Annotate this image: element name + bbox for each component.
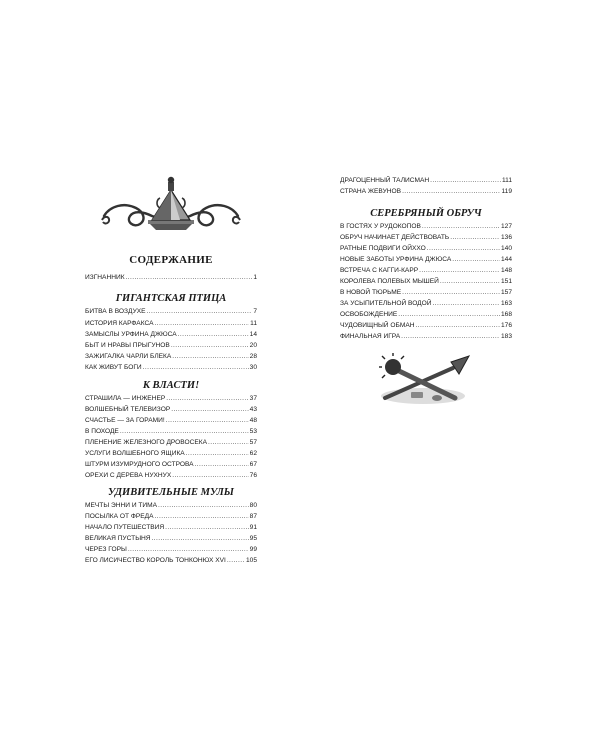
toc-entry-title: ВСТРЕЧА С КАГГИ-КАРР [340, 267, 419, 274]
toc-entry-page: 95 [249, 535, 257, 542]
toc-entry-title: ЧУДОВИЩНЫЙ ОБМАН [340, 322, 415, 329]
crown-gem-ornament-icon [100, 176, 242, 238]
leader-dots [402, 288, 500, 298]
leader-dots [171, 341, 249, 351]
leader-dots [172, 352, 248, 362]
toc-entry-title: ИСТОРИЯ КАРФАКСА [85, 320, 154, 327]
leader-dots [430, 176, 501, 186]
leader-dots [165, 523, 249, 533]
leader-dots [422, 222, 500, 232]
toc-entry [340, 310, 512, 320]
toc-entry-title: КАК ЖИВУТ БОГИ [85, 364, 142, 371]
leader-dots [427, 244, 500, 254]
toc-entry-page: 7 [253, 308, 257, 315]
toc-entry-title: СТРАНА ЖЕВУНОВ [340, 188, 402, 195]
toc-entry [85, 352, 257, 362]
toc-entry-title: КОРОЛЕВА ПОЛЕВЫХ МЫШЕЙ [340, 278, 439, 285]
toc-entry-page: 62 [249, 450, 257, 457]
leader-dots [171, 405, 248, 415]
toc-entry-title: ОБРУЧ НАЧИНАЕТ ДЕЙСТВОВАТЬ [340, 234, 450, 241]
toc-entry-page: 183 [500, 333, 512, 340]
leader-dots [178, 330, 249, 340]
leader-dots [440, 277, 500, 287]
toc-entry-title: НАЧАЛО ПУТЕШЕСТВИЯ [85, 524, 165, 531]
toc-entry [85, 523, 257, 533]
toc-entry [85, 471, 257, 481]
toc-entry-page: 144 [500, 256, 512, 263]
toc-entry-title: ОСВОБОЖДЕНИЕ [340, 311, 398, 318]
crossed-weapons-ornament-icon [371, 352, 475, 408]
toc-entry-page: 30 [249, 364, 257, 371]
toc-entry-page: 140 [500, 245, 512, 252]
toc-entry [340, 255, 512, 265]
leader-dots [128, 545, 249, 555]
toc-entry-page: 105 [245, 557, 257, 564]
toc-entry [85, 341, 257, 351]
toc-entry-title: В ГОСТЯХ У РУДОКОПОВ [340, 223, 421, 230]
toc-entry [340, 266, 512, 276]
leader-dots [147, 307, 253, 317]
toc-entry-title: ВЕЛИКАЯ ПУСТЫНЯ [85, 535, 151, 542]
toc-entry-page: 136 [500, 234, 512, 241]
section-title: К ВЛАСТИ! [142, 380, 200, 391]
toc-entry [85, 501, 257, 511]
toc-entry-page: 148 [500, 267, 512, 274]
leader-dots [143, 363, 249, 373]
toc-entry-page: 91 [249, 524, 257, 531]
section-title: СЕРЕБРЯНЫЙ ОБРУЧ [370, 208, 482, 219]
toc-entry-page: 57 [249, 439, 257, 446]
leader-dots [172, 471, 248, 481]
toc-entry [85, 512, 257, 522]
leader-dots [419, 266, 500, 276]
toc-entry [340, 244, 512, 254]
toc-entry-page: 53 [249, 428, 257, 435]
toc-entry-title: УСЛУГИ ВОЛШЕБНОГО ЯЩИКА [85, 450, 185, 457]
toc-entry-page: 176 [500, 322, 512, 329]
toc-entry [85, 394, 257, 404]
toc-entry-page: 119 [501, 188, 512, 195]
toc-entry [340, 299, 512, 309]
toc-entry-page: 43 [249, 406, 257, 413]
leader-dots [154, 319, 249, 329]
leader-dots [166, 416, 249, 426]
toc-entry [85, 545, 257, 555]
toc-entry [340, 233, 512, 243]
leader-dots [158, 501, 249, 511]
toc-entry-title: ЗАМЫСЛЫ УРФИНА ДЖЮСА [85, 331, 177, 338]
toc-entry [85, 460, 257, 470]
toc-entry-title: В НОВОЙ ТЮРЬМЕ [340, 289, 402, 296]
toc-entry-page: 28 [249, 353, 257, 360]
leader-dots [152, 534, 249, 544]
toc-entry-title: ДРАГОЦЕННЫЙ ТАЛИСМАН [340, 177, 430, 184]
toc-entry-page: 37 [249, 395, 257, 402]
toc-entry-title: ПЛЕНЕНИЕ ЖЕЛЕЗНОГО ДРОВОСЕКА [85, 439, 208, 446]
toc-entry-title: ФИНАЛЬНАЯ ИГРА [340, 333, 401, 340]
leader-dots [166, 394, 248, 404]
page-title: СОДЕРЖАНИЕ [129, 254, 213, 266]
toc-entry [85, 556, 257, 566]
toc-entry-title: ЕГО ЛИСИЧЕСТВО КОРОЛЬ ТОНКОНЮХ XVI [85, 557, 226, 564]
toc-entry-title: ЗА УСЫПИТЕЛЬНОЙ ВОДОЙ [340, 300, 432, 307]
toc-entry-page: 80 [249, 502, 257, 509]
toc-entry [85, 273, 257, 283]
toc-entry [85, 330, 257, 340]
toc-entry-page: 11 [250, 320, 257, 327]
toc-entry [85, 405, 257, 415]
leader-dots [155, 512, 249, 522]
toc-entry [85, 449, 257, 459]
leader-dots [452, 255, 500, 265]
toc-entry [85, 438, 257, 448]
toc-entry [85, 427, 257, 437]
toc-entry-title: ИЗГНАННИК [85, 274, 125, 281]
leader-dots [186, 449, 249, 459]
toc-entry-page: 163 [500, 300, 512, 307]
toc-entry-title: РАТНЫЕ ПОДВИГИ ОЙХХО [340, 245, 426, 252]
leader-dots [227, 556, 245, 566]
toc-entry [340, 222, 512, 232]
toc-entry-page: 67 [249, 461, 257, 468]
toc-entry [85, 307, 257, 317]
leader-dots [450, 233, 500, 243]
toc-entry-page: 168 [500, 311, 512, 318]
leader-dots [415, 321, 500, 331]
leader-dots [208, 438, 249, 448]
toc-entry-title: НОВЫЕ ЗАБОТЫ УРФИНА ДЖЮСА [340, 256, 452, 263]
toc-entry-page: 14 [249, 331, 257, 338]
leader-dots [402, 187, 500, 197]
toc-entry-title: МЕЧТЫ ЭННИ И ТИМА [85, 502, 158, 509]
toc-entry [340, 321, 512, 331]
toc-entry [340, 187, 512, 197]
toc-entry-title: ЗАЖИГАЛКА ЧАРЛИ БЛЕКА [85, 353, 172, 360]
toc-entry-title: ОРЕХИ С ДЕРЕВА НУХНУХ [85, 472, 172, 479]
toc-entry-page: 1 [253, 274, 257, 281]
toc-entry-page: 20 [249, 342, 257, 349]
toc-entry-page: 76 [249, 472, 257, 479]
toc-entry [85, 534, 257, 544]
toc-entry [340, 288, 512, 298]
toc-entry [340, 332, 512, 342]
leader-dots [195, 460, 249, 470]
toc-entry-page: 151 [500, 278, 512, 285]
toc-entry-title: СТРАШИЛА — ИНЖЕНЕР [85, 395, 166, 402]
toc-entry [85, 416, 257, 426]
toc-entry [85, 319, 257, 329]
leader-dots [120, 427, 249, 437]
toc-entry-page: 127 [500, 223, 512, 230]
toc-entry-title: БЫТ И НРАВЫ ПРЫГУНОВ [85, 342, 170, 349]
toc-entry-title: ПОСЫЛКА ОТ ФРЕДА [85, 513, 154, 520]
toc-entry-title: СЧАСТЬЕ — ЗА ГОРАМИ! [85, 417, 165, 424]
toc-entry-title: ШТУРМ ИЗУМРУДНОГО ОСТРОВА [85, 461, 194, 468]
toc-entry-title: БИТВА В ВОЗДУХЕ [85, 308, 146, 315]
section-title: УДИВИТЕЛЬНЫЕ МУЛЫ [108, 487, 234, 498]
leader-dots [433, 299, 500, 309]
toc-entry-page: 87 [249, 513, 257, 520]
toc-entry-page: 99 [249, 546, 257, 553]
toc-entry-title: ВОЛШЕБНЫЙ ТЕЛЕВИЗОР [85, 406, 171, 413]
toc-entry-page: 48 [249, 417, 257, 424]
toc-entry [340, 277, 512, 287]
leader-dots [398, 310, 500, 320]
leader-dots [126, 273, 253, 283]
toc-entry-title: ЧЕРЕЗ ГОРЫ [85, 546, 127, 553]
leader-dots [401, 332, 500, 342]
toc-entry-page: 111 [501, 177, 512, 184]
toc-entry [85, 363, 257, 373]
section-title: ГИГАНТСКАЯ ПТИЦА [115, 293, 227, 304]
toc-entry [340, 176, 512, 186]
toc-entry-title: В ПОХОДЕ [85, 428, 119, 435]
toc-entry-page: 157 [500, 289, 512, 296]
